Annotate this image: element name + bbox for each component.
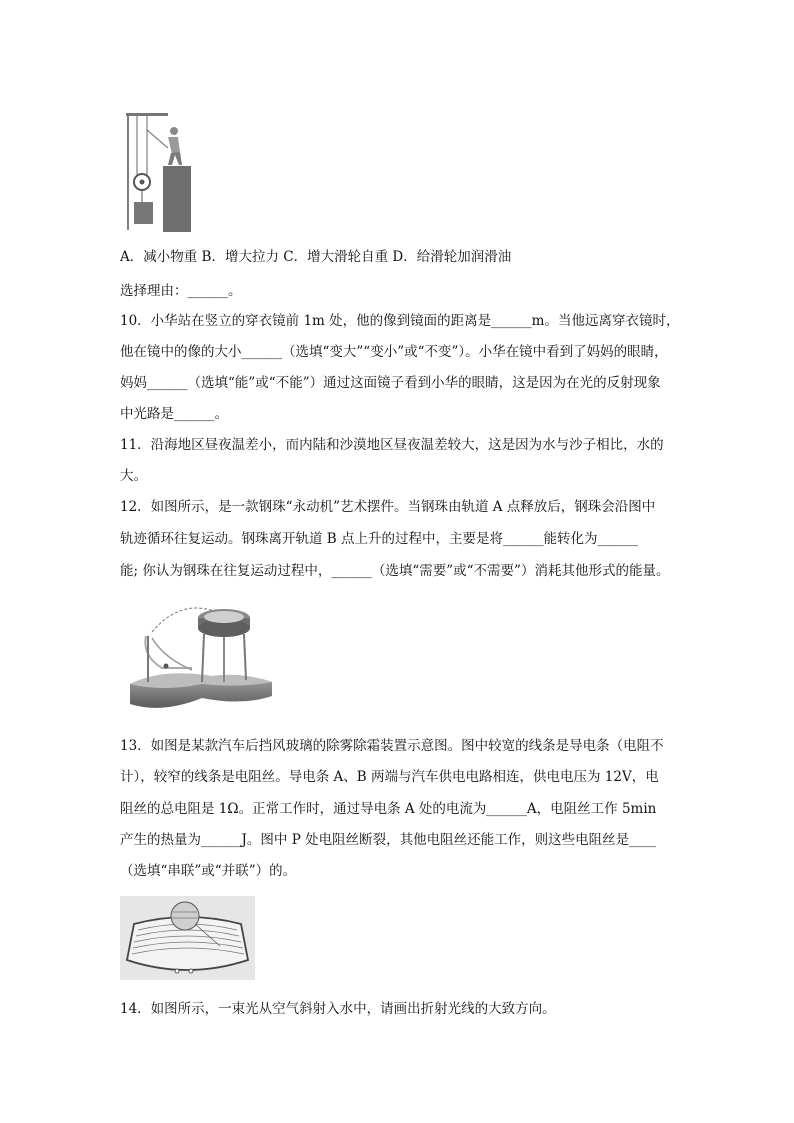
- q10-line4: 中光路是______。: [120, 406, 228, 422]
- q13-line5: （选填“串联”或“并联”）的。: [120, 863, 297, 879]
- q13-line1: 13．如图是某款汽车后挡风玻璃的除雾除霜装置示意图。图中较宽的线条是导电条（电阻不: [120, 738, 664, 754]
- q11-line1: 11．沿海地区昼夜温差小，而内陆和沙漠地区昼夜温差较大，这是因为水与沙子相比，水的: [120, 437, 664, 453]
- q11-line2: 大。: [120, 468, 147, 484]
- q12-line2: 轨迹循环往复运动。钢珠离开轨道 B 点上升的过程中，主要是将______能转化为______: [120, 531, 639, 547]
- q13-line4: 产生的热量为______J。图中 P 处电阻丝断裂，其他电阻丝还能工作，则这些电阻丝是____: [120, 832, 657, 848]
- q12-line1: 12．如图所示，是一款钢珠“永动机”艺术摆件。当钢珠由轨道 A 点释放后，钢珠会沿图中: [120, 499, 656, 515]
- q10-line3: 妈妈______（选填“能”或“不能”）通过这面镜子看到小华的眼睛，这是因为在光的反射现象: [120, 375, 661, 391]
- q14-line1: 14．如图所示，一束光从空气斜射入水中，请画出折射光线的大致方向。: [120, 1001, 556, 1017]
- q10-line2: 他在镜中的像的大小______（选填“变大”“变小”或“不变”）。小华在镜中看到了妈妈的眼睛，: [120, 344, 668, 360]
- rear-window-defroster-figure: [120, 896, 255, 980]
- perpetual-motion-figure: [122, 596, 282, 721]
- q13-line2: 计），较窄的线条是电阻丝。导电条 A、B 两端与汽车供电电路相连，供电电压为 12V，电: [120, 769, 659, 785]
- pulley-figure: [120, 110, 200, 235]
- q9-options: A．减小物重 B．增大拉力 C．增大滑轮自重 D．给滑轮加润滑油: [120, 249, 512, 265]
- q13-line3: 阻丝的总电阻是 1Ω。正常工作时，通过导电条 A 处的电流为______A，电阻丝工作 5min: [120, 801, 657, 817]
- q12-line3: 能; 你认为钢珠在往复运动过程中，______（选填“需要”或“不需要”）消耗其他形式的能量。: [120, 563, 670, 579]
- q9-reason: 选择理由：______。: [120, 283, 242, 299]
- q10-line1: 10．小华站在竖立的穿衣镜前 1m 处，他的像到镜面的距离是______m。当他远离穿衣镜时，: [120, 313, 680, 329]
